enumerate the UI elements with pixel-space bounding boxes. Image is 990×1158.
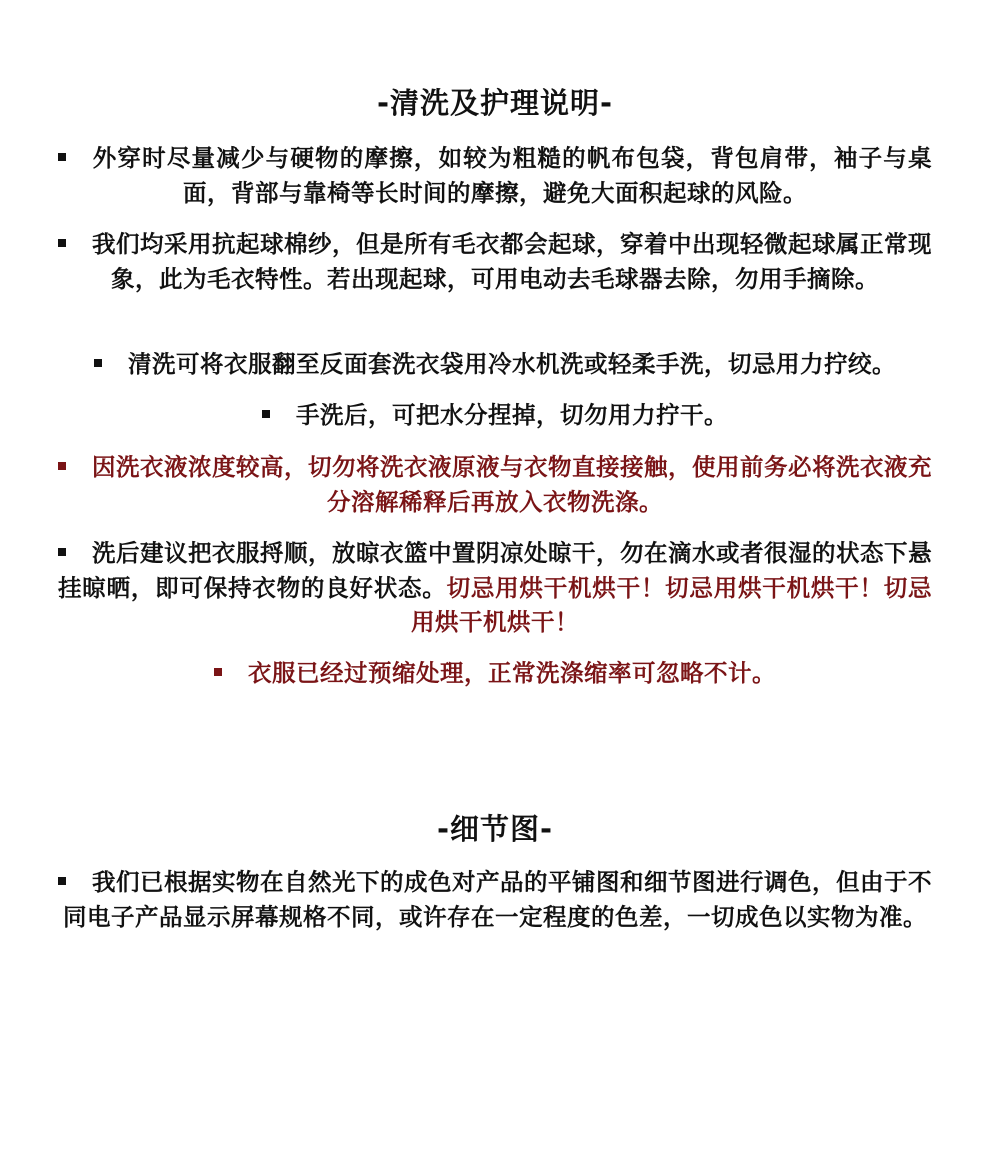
- bullet-icon: [58, 877, 66, 885]
- care-item-1: [58, 141, 932, 210]
- care-item-2: [58, 227, 932, 296]
- care-item-1-text: 外穿时尽量减少与硬物的摩擦，如较为粗糙的帆布包袋，背包肩带，袖子与桌面，背部与靠椅等长时间的摩擦，避免大面积起球的风险。: [92, 144, 932, 207]
- care-instructions-heading: -清洗及护理说明-: [376, 86, 614, 120]
- detail-item-1-text: 我们已根据实物在自然光下的成色对产品的平铺图和细节图进行调色，但由于不同电子产品显示屏幕规格不同，或许存在一定程度的色差，一切成色以实物为准。: [63, 868, 932, 931]
- care-item-4: [58, 398, 932, 433]
- detail-heading: -细节图-: [436, 812, 554, 846]
- care-item-6-warning: 切忌用烘干机烘干！切忌用烘干机烘干！切忌用烘干机烘干！: [411, 573, 933, 636]
- bullet-icon: [58, 462, 66, 470]
- care-item-3-text: 清洗可将衣服翻至反面套洗衣袋用冷水机洗或轻柔手洗，切忌用力拧绞。: [128, 350, 896, 378]
- care-item-2-text: 我们均采用抗起球棉纱，但是所有毛衣都会起球，穿着中出现轻微起球属正常现象，此为毛衣特性。若出现起球，可用电动去毛球器去除，勿用手摘除。: [92, 230, 932, 293]
- care-item-3: [58, 347, 932, 382]
- detail-item-1: [58, 865, 932, 934]
- care-item-7-text: 衣服已经过预缩处理，正常洗涤缩率可忽略不计。: [248, 659, 776, 687]
- bullet-icon: [58, 153, 66, 161]
- bullet-icon: [214, 668, 222, 676]
- care-item-6: [58, 536, 932, 640]
- bullet-icon: [58, 239, 66, 247]
- care-item-4-text: 手洗后，可把水分捏掉，切勿用力拧干。: [296, 401, 728, 429]
- bullet-icon: [262, 410, 270, 418]
- bullet-icon: [58, 548, 66, 556]
- care-item-5: [58, 450, 932, 519]
- care-item-6-text: 洗后建议把衣服捋顺，放晾衣篮中置阴凉处晾干，勿在滴水或者很湿的状态下悬挂晾晒，即可保持衣物的良好状态。: [58, 539, 932, 602]
- care-item-7: [58, 656, 932, 691]
- bullet-icon: [94, 359, 102, 367]
- care-item-5-text: 因洗衣液浓度较高，切勿将洗衣液原液与衣物直接接触，使用前务必将洗衣液充分溶解稀释后再放入衣物洗涤。: [92, 453, 932, 516]
